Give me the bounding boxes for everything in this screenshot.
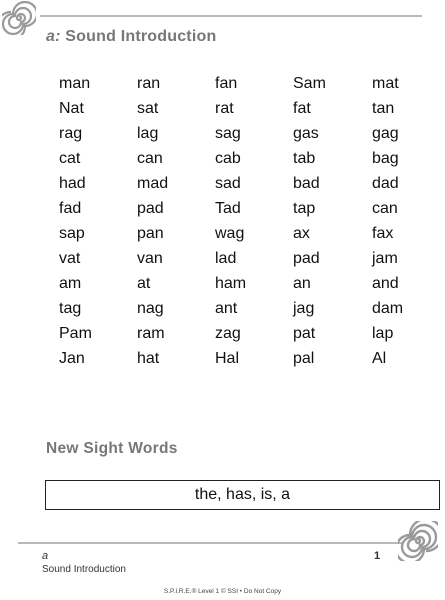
word-cell: Pam	[59, 325, 92, 342]
word-cell: Tad	[215, 200, 241, 217]
word-cell: and	[372, 275, 399, 292]
sight-words-box	[45, 480, 440, 510]
copyright-notice: S.P.I.R.E.® Level 1 © SSI • Do Not Copy	[163, 588, 282, 595]
word-cell: ax	[293, 225, 310, 242]
word-cell: van	[137, 250, 163, 267]
word-cell: bad	[293, 175, 320, 192]
word-cell: fan	[215, 75, 238, 92]
word-cell: Jan	[59, 350, 85, 367]
word-cell: lap	[372, 325, 394, 342]
word-cell: pad	[293, 250, 320, 267]
word-grid	[59, 74, 445, 374]
word-cell: sap	[59, 225, 85, 242]
word-cell: wag	[215, 225, 245, 242]
word-cell: sat	[137, 100, 159, 117]
word-cell: Sam	[293, 75, 326, 92]
word-cell: dad	[372, 175, 399, 192]
word-cell: ran	[137, 75, 161, 92]
word-cell: pal	[293, 350, 315, 367]
page-number: 1	[374, 550, 381, 562]
word-cell: rat	[215, 100, 234, 117]
spiral-icon	[398, 521, 438, 561]
word-cell: tan	[372, 100, 395, 117]
word-cell: tap	[293, 200, 316, 217]
word-cell: am	[59, 275, 82, 292]
word-cell: dam	[372, 300, 404, 317]
word-cell: nag	[137, 300, 164, 317]
word-cell: Hal	[215, 350, 240, 367]
word-cell: bag	[372, 150, 399, 167]
word-cell: cab	[215, 150, 241, 167]
word-cell: had	[59, 175, 86, 192]
section-title-text: Sound Introduction	[65, 28, 217, 45]
word-cell: pad	[137, 200, 164, 217]
word-cell: pan	[137, 225, 164, 242]
word-cell: ham	[215, 275, 247, 292]
word-cell: Nat	[59, 100, 84, 117]
word-cell: hat	[137, 350, 160, 367]
word-cell: jag	[293, 300, 315, 317]
word-cell: gag	[372, 125, 399, 142]
footer-letter: a	[42, 550, 49, 562]
section-letter: a:	[46, 28, 61, 45]
word-cell: lad	[215, 250, 237, 267]
word-cell: can	[137, 150, 163, 167]
word-cell: cat	[59, 150, 81, 167]
section-title	[46, 28, 216, 46]
header-rule	[40, 15, 422, 17]
word-cell: gas	[293, 125, 319, 142]
word-cell: ram	[137, 325, 165, 342]
word-cell: rag	[59, 125, 83, 142]
sight-words-title: New Sight Words	[46, 440, 178, 457]
word-cell: can	[372, 200, 398, 217]
word-cell: an	[293, 275, 311, 292]
word-cell: pat	[293, 325, 316, 342]
word-cell: sad	[215, 175, 241, 192]
word-cell: fax	[372, 225, 394, 242]
footer-rule	[18, 542, 402, 544]
word-cell: zag	[215, 325, 241, 342]
word-cell: mat	[372, 75, 399, 92]
word-cell: tab	[293, 150, 316, 167]
word-cell: tag	[59, 300, 82, 317]
word-cell: fad	[59, 200, 82, 217]
word-cell: Al	[372, 350, 387, 367]
word-cell: vat	[59, 250, 81, 267]
word-cell: lag	[137, 125, 159, 142]
word-cell: sag	[215, 125, 241, 142]
word-cell: at	[137, 275, 151, 292]
word-cell: fat	[293, 100, 311, 117]
word-cell: man	[59, 75, 91, 92]
spiral-icon	[2, 1, 36, 35]
word-cell: jam	[372, 250, 398, 267]
sight-words-list: the, has, is, a	[194, 486, 291, 503]
word-cell: mad	[137, 175, 169, 192]
footer-section: Sound Introduction	[42, 564, 126, 575]
word-cell: ant	[215, 300, 238, 317]
